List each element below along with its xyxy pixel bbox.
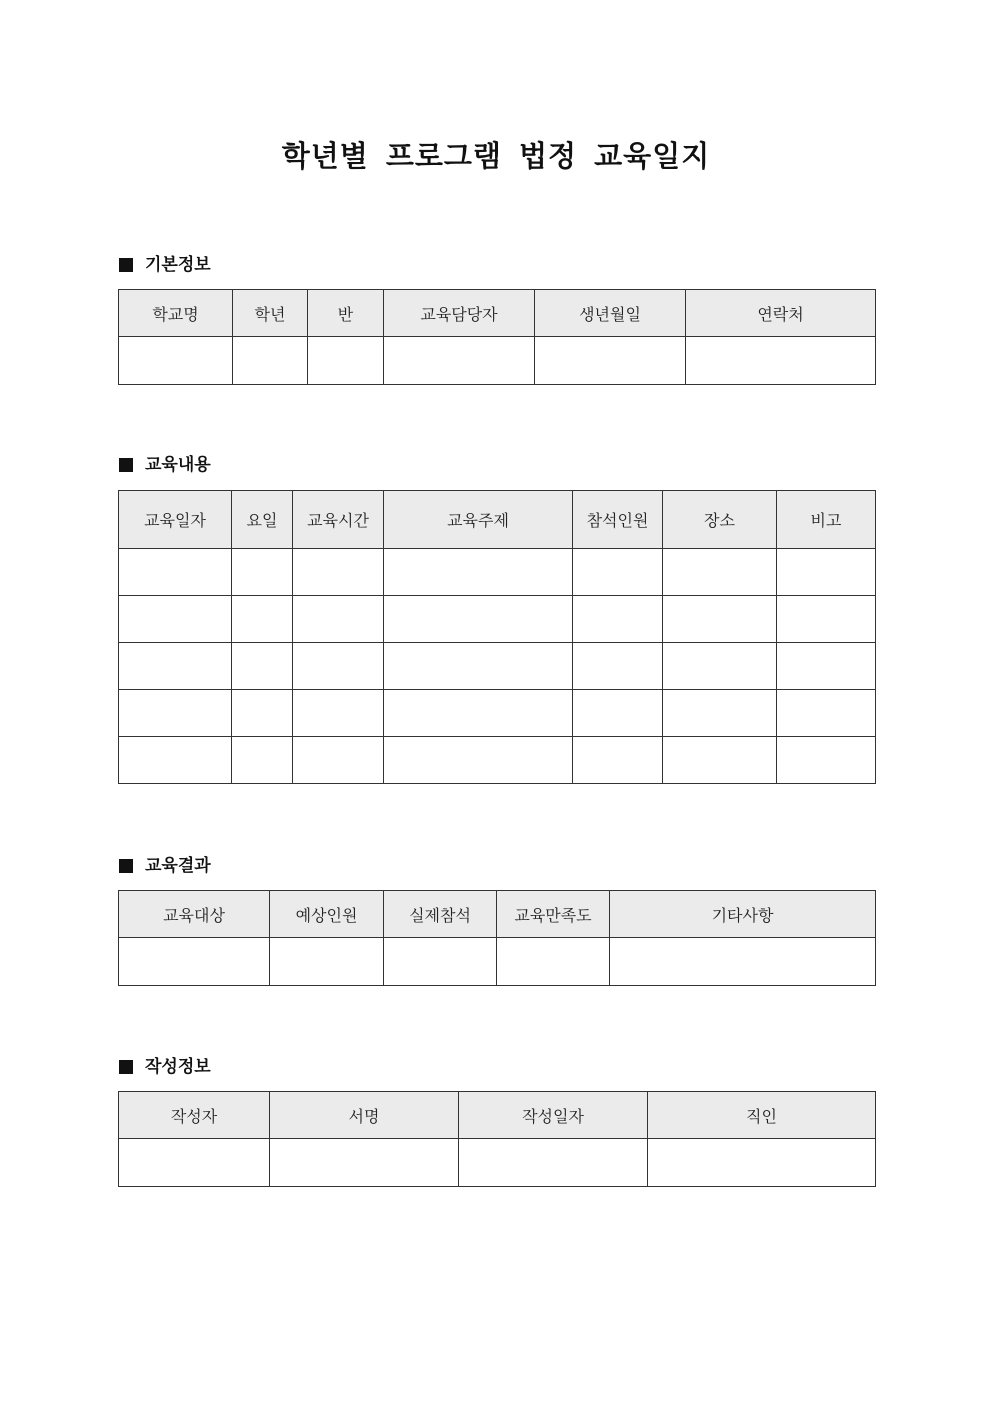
education-time-cell[interactable]	[293, 596, 384, 643]
education-date-cell[interactable]	[119, 549, 232, 596]
place-cell[interactable]	[663, 737, 777, 784]
table-row	[119, 938, 876, 986]
header-place: 장소	[663, 491, 777, 549]
grade-cell[interactable]	[233, 337, 308, 385]
attendees-cell[interactable]	[573, 643, 663, 690]
education-date-cell[interactable]	[119, 737, 232, 784]
education-topic-cell[interactable]	[384, 643, 573, 690]
class-cell[interactable]	[308, 337, 384, 385]
education-time-cell[interactable]	[293, 549, 384, 596]
remarks-cell[interactable]	[777, 549, 876, 596]
education-date-cell[interactable]	[119, 690, 232, 737]
place-cell[interactable]	[663, 690, 777, 737]
school-name-cell[interactable]	[119, 337, 233, 385]
remarks-cell[interactable]	[777, 690, 876, 737]
header-row	[119, 891, 876, 938]
education-topic-cell[interactable]	[384, 596, 573, 643]
education-topic-cell[interactable]	[384, 690, 573, 737]
remarks-cell[interactable]	[777, 596, 876, 643]
education-time-cell[interactable]	[293, 737, 384, 784]
section-heading-education-content	[119, 454, 211, 476]
table-row	[119, 596, 876, 643]
attendees-cell[interactable]	[573, 690, 663, 737]
header-row	[119, 491, 876, 549]
other-notes-cell[interactable]	[610, 938, 876, 986]
education-content-table	[118, 490, 876, 784]
actual-attendance-cell[interactable]	[384, 938, 497, 986]
education-topic-cell[interactable]	[384, 737, 573, 784]
header-class: 반	[308, 290, 384, 337]
written-date-cell[interactable]	[459, 1139, 648, 1187]
satisfaction-cell[interactable]	[497, 938, 610, 986]
table-row	[119, 737, 876, 784]
education-topic-cell[interactable]	[384, 549, 573, 596]
table-row	[119, 643, 876, 690]
header-education-time: 교육시간	[293, 491, 384, 549]
education-date-cell[interactable]	[119, 596, 232, 643]
black-square-bullet-icon	[119, 258, 133, 272]
place-cell[interactable]	[663, 549, 777, 596]
seal-cell[interactable]	[648, 1139, 876, 1187]
header-instructor: 교육담당자	[384, 290, 535, 337]
writer-cell[interactable]	[119, 1139, 270, 1187]
header-expected-count: 예상인원	[270, 891, 384, 938]
section-heading-label: 기본정보	[145, 255, 211, 275]
section-heading-education-result	[119, 855, 211, 877]
remarks-cell[interactable]	[777, 737, 876, 784]
weekday-cell[interactable]	[232, 596, 293, 643]
education-date-cell[interactable]	[119, 643, 232, 690]
birth-date-cell[interactable]	[535, 337, 686, 385]
black-square-bullet-icon	[119, 859, 133, 873]
section-heading-label: 교육결과	[145, 856, 211, 876]
education-result-table	[118, 890, 876, 986]
header-target: 교육대상	[119, 891, 270, 938]
header-written-date: 작성일자	[459, 1092, 648, 1139]
weekday-cell[interactable]	[232, 690, 293, 737]
header-other-notes: 기타사항	[610, 891, 876, 938]
weekday-cell[interactable]	[232, 737, 293, 784]
header-row	[119, 1092, 876, 1139]
header-school-name: 학교명	[119, 290, 233, 337]
header-remarks: 비고	[777, 491, 876, 549]
contact-cell[interactable]	[686, 337, 876, 385]
header-actual-attendance: 실제참석	[384, 891, 497, 938]
table-row	[119, 549, 876, 596]
header-satisfaction: 교육만족도	[497, 891, 610, 938]
table-row	[119, 337, 876, 385]
header-writer: 작성자	[119, 1092, 270, 1139]
black-square-bullet-icon	[119, 458, 133, 472]
education-time-cell[interactable]	[293, 690, 384, 737]
header-row	[119, 290, 876, 337]
header-signature: 서명	[270, 1092, 459, 1139]
expected-count-cell[interactable]	[270, 938, 384, 986]
attendees-cell[interactable]	[573, 596, 663, 643]
instructor-cell[interactable]	[384, 337, 535, 385]
header-birth-date: 생년월일	[535, 290, 686, 337]
target-cell[interactable]	[119, 938, 270, 986]
remarks-cell[interactable]	[777, 643, 876, 690]
weekday-cell[interactable]	[232, 643, 293, 690]
table-row	[119, 690, 876, 737]
weekday-cell[interactable]	[232, 549, 293, 596]
header-education-date: 교육일자	[119, 491, 232, 549]
section-heading-writer-info	[119, 1056, 211, 1078]
header-grade: 학년	[233, 290, 308, 337]
header-attendees: 참석인원	[573, 491, 663, 549]
section-heading-basic-info	[119, 254, 211, 276]
header-education-topic: 교육주제	[384, 491, 573, 549]
page-title: 학년별 프로그램 법정 교육일지	[281, 139, 711, 173]
header-weekday: 요일	[232, 491, 293, 549]
signature-cell[interactable]	[270, 1139, 459, 1187]
basic-info-table	[118, 289, 876, 385]
black-square-bullet-icon	[119, 1060, 133, 1074]
place-cell[interactable]	[663, 643, 777, 690]
attendees-cell[interactable]	[573, 737, 663, 784]
header-contact: 연락처	[686, 290, 876, 337]
writer-info-table	[118, 1091, 876, 1187]
table-row	[119, 1139, 876, 1187]
education-time-cell[interactable]	[293, 643, 384, 690]
attendees-cell[interactable]	[573, 549, 663, 596]
section-heading-label: 교육내용	[145, 455, 211, 475]
section-heading-label: 작성정보	[145, 1057, 211, 1077]
place-cell[interactable]	[663, 596, 777, 643]
header-seal: 직인	[648, 1092, 876, 1139]
